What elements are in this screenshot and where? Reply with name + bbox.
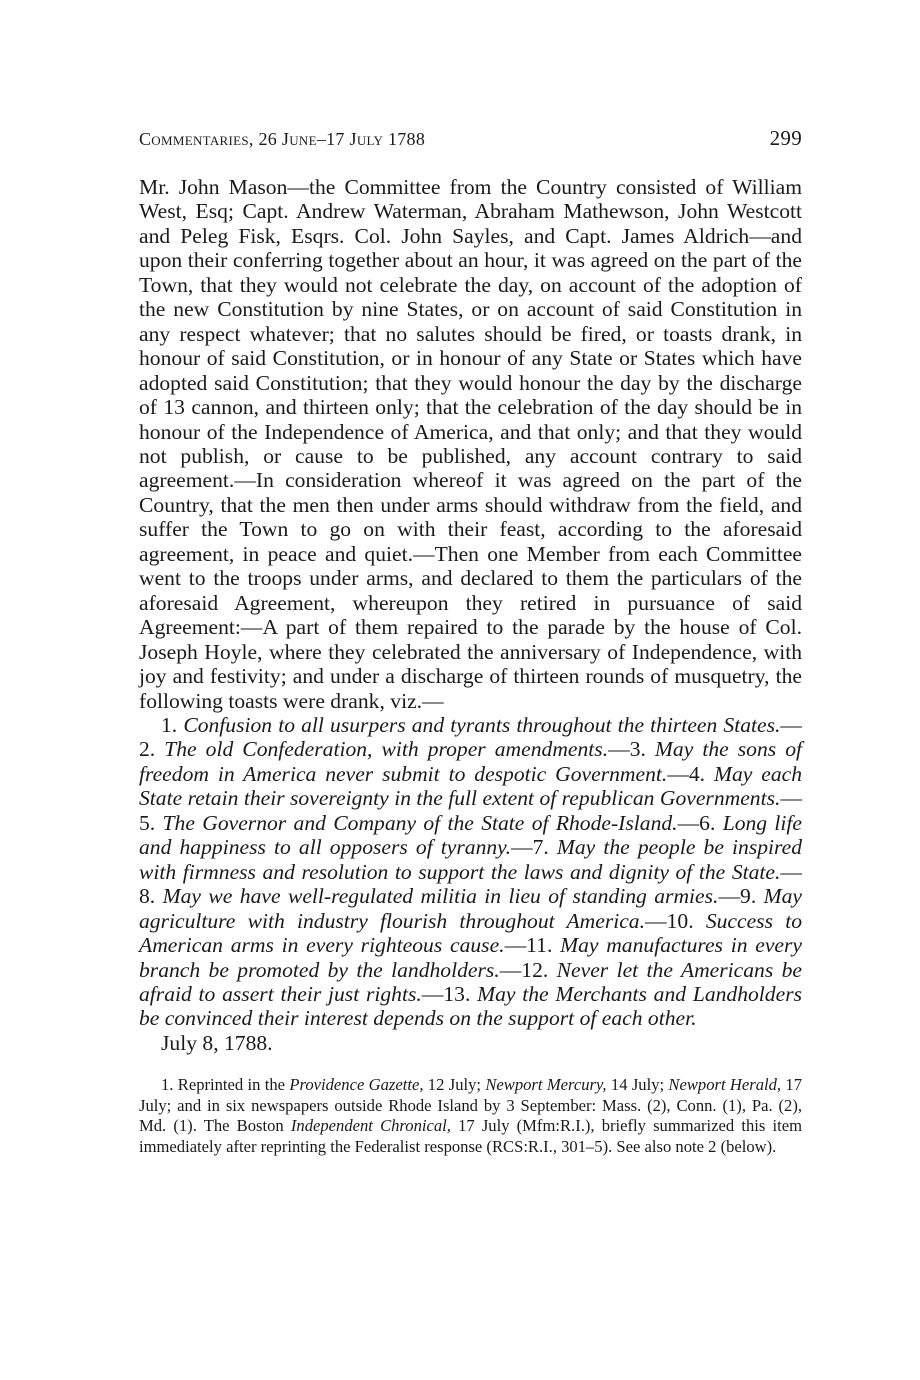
toast-number: 9. bbox=[740, 884, 764, 909]
running-head bbox=[139, 126, 802, 151]
toast-number: 11. bbox=[526, 933, 561, 958]
toast-separator: — bbox=[421, 981, 444, 1006]
footnote bbox=[139, 1075, 802, 1157]
toast-text: May manufactures in every branch be promoted by the landholders. bbox=[139, 933, 802, 982]
toast-number: 8. bbox=[139, 884, 163, 909]
toast-number: 12. bbox=[521, 957, 557, 982]
toast-number: 10. bbox=[666, 908, 706, 933]
toast-text: Long life and happiness to all opposers of tyranny. bbox=[139, 810, 802, 860]
footnote-text: 1. Reprinted in the bbox=[161, 1075, 290, 1095]
toast-text: The old Confederation, with proper amendments. bbox=[164, 737, 609, 762]
toast-text: May the people be inspired with firmness and resolution to support the laws and dignity of the State. bbox=[139, 835, 803, 884]
toast-separator: — bbox=[504, 933, 527, 958]
toast-text: Confusion to all usurpers and tyrants throughout the thirteen States. bbox=[183, 712, 781, 737]
toast-separator: — bbox=[499, 957, 522, 982]
newspaper-title: Independent Chronical, bbox=[290, 1116, 451, 1136]
toast-number: 1. bbox=[161, 712, 184, 737]
footnote-text: 17 July (Mfm:R.I.), briefly summarized this item immediately after reprinting the Federalist response (RCS:R.I., 301–5). See also note 2 (below). bbox=[139, 1116, 802, 1156]
toast-separator: — bbox=[780, 786, 802, 811]
toast-separator: — bbox=[780, 859, 802, 884]
running-title: Commentaries, 26 June–17 July 1788 bbox=[139, 129, 426, 149]
toast-text: Success to American arms in every righteous cause. bbox=[139, 908, 802, 958]
toast-text: Never let the Americans be afraid to assert their just rights. bbox=[139, 957, 802, 1006]
toast-separator: — bbox=[677, 810, 700, 835]
toast-text: May the Merchants and Landholders be convinced their interest depends on the support of each other. bbox=[139, 981, 802, 1031]
toast-number: 5. bbox=[139, 810, 163, 835]
newspaper-title: Newport Mercury, bbox=[485, 1075, 607, 1095]
footnote-text: 12 July; bbox=[423, 1075, 486, 1095]
toast-number: 7. bbox=[532, 835, 557, 860]
toast-text: The Governor and Company of the State of Rhode-Island. bbox=[162, 810, 678, 835]
toast-separator: — bbox=[510, 835, 533, 860]
toast-text: May each State retain their sovereignty in the full extent of republican Governments. bbox=[139, 761, 803, 811]
toast-number: 3. bbox=[629, 737, 655, 762]
toast-separator: — bbox=[645, 908, 667, 933]
page-number: 299 bbox=[769, 126, 802, 150]
toast-separator: — bbox=[718, 884, 741, 909]
newspaper-title: Providence Gazette, bbox=[289, 1075, 424, 1095]
toast-separator: — bbox=[667, 761, 689, 786]
toast-number: 2. bbox=[139, 737, 165, 762]
toast-text: May we have well-regulated militia in lieu of standing armies. bbox=[162, 884, 719, 909]
toast-number: 4. bbox=[688, 761, 714, 786]
toasts-paragraph bbox=[139, 713, 802, 1031]
toast-separator: — bbox=[608, 737, 630, 762]
footnote-text: 14 July; bbox=[606, 1075, 669, 1095]
toast-text: May the sons of freedom in America never submit to despotic Government. bbox=[139, 737, 802, 786]
toast-text: May agriculture with industry flourish throughout America. bbox=[139, 884, 803, 933]
toast-separator: — bbox=[780, 712, 802, 737]
newspaper-title: Newport Herald, bbox=[668, 1075, 782, 1095]
toast-number: 13. bbox=[443, 981, 478, 1006]
body-paragraph: Mr. John Mason—the Committee from the Country consisted of William West, Esq; Capt. Andrew Waterman, Abraham Mathewson, John Westcott and Peleg Fisk, Esqrs. Col. John Sayles, and Capt. James Aldrich—and upon their conferring together about an hour, it was agreed on the part of the Town, that they would not celebrate the day, on account of the adoption of the new Constitution by nine States, or on account of said Constitution in any respect whatever; that no salutes should be fired, or toasts drank, in honour of said Constitution, or in honour of any State or States which have adopted said Constitution; that they would honour the day by the discharge of 13 cannon, and thirteen only; that the celebration of the day should be in honour of the Independence of America, and that only; and that they would not publish, or cause to be published, any account contrary to said agreement.—In consideration whereof it was agreed on the part of the Country, that the men then under arms should withdraw from the field, and suffer the Town to go on with their feast, according to the aforesaid agreement, in peace and quiet.—Then one Member from each Committee went to the troops under arms, and declared to them the particulars of the aforesaid Agreement, whereupon they retired in pursuance of said Agreement:—A part of them repaired to the parade by the house of Col. Joseph Hoyle, where they celebrated the anniversary of Independence, with joy and festivity; and under a discharge of thirteen rounds of musquetry, the following toasts were drank, viz.— bbox=[139, 175, 802, 713]
dateline: July 8, 1788. bbox=[161, 1030, 273, 1055]
footnote-text: 17 July; and in six newspapers outside Rhode Island by 3 September: Mass. (2), Conn. (1), Pa. (2), Md. (1). The Boston bbox=[139, 1075, 802, 1136]
toast-number: 6. bbox=[699, 810, 723, 835]
